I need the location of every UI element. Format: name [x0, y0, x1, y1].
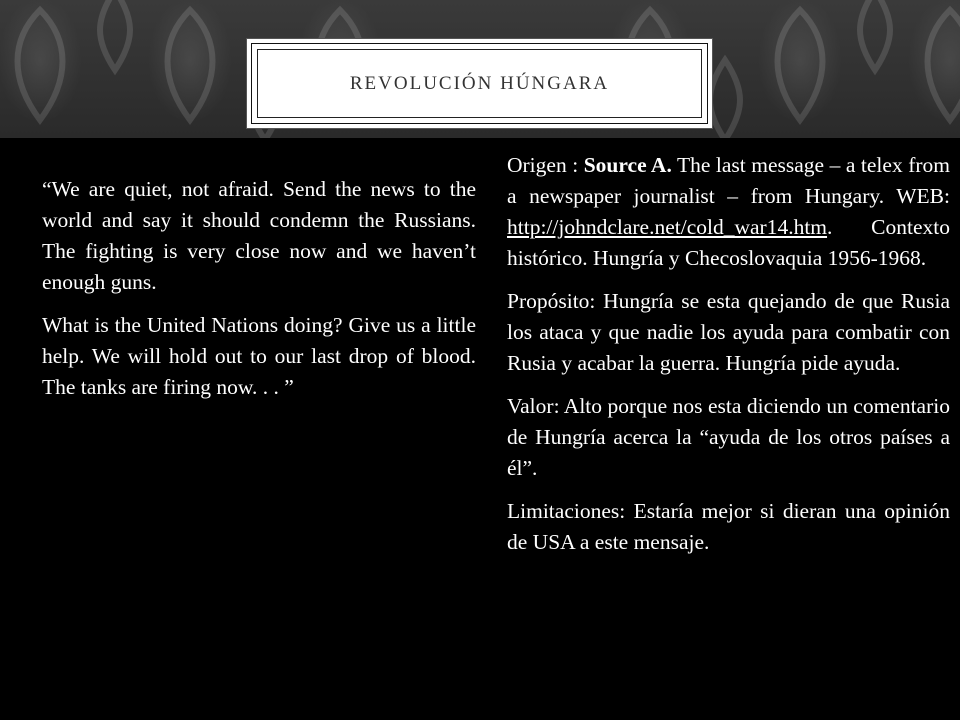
source-link[interactable]: http://johndclare.net/cold_war14.htm	[507, 215, 828, 239]
title-box	[251, 43, 708, 124]
origin-text: The last message – a telex from a newspaper journalist – from Hungary. WEB:	[507, 153, 950, 208]
purpose-paragraph: Propósito: Hungría se esta quejando de que Rusia los ataca y que nadie los ayuda para combatir con Rusia y acabar la guerra. Hungría pide ayuda.	[507, 289, 950, 375]
origin-label: Origen :	[507, 153, 584, 177]
origin-paragraph	[507, 150, 950, 274]
quote-paragraph-2: What is the United Nations doing? Give us a little help. We will hold out to our last drop of blood. The tanks are firing now. . . ”	[42, 313, 476, 399]
origin-source: Source A.	[583, 153, 672, 177]
header-banner	[0, 0, 960, 138]
page-title: REVOLUCIÓN HÚNGARA	[349, 72, 610, 94]
limitations-paragraph: Limitaciones: Estaría mejor si dieran una opinión de USA a este mensaje.	[507, 499, 950, 554]
value-paragraph: Valor: Alto porque nos esta diciendo un comentario de Hungría acerca la “ayuda de los otros países a él”.	[507, 394, 950, 480]
origin-context: . Contexto histórico. Hungría y Checoslovaquia 1956-1968.	[507, 215, 950, 270]
analysis-column	[507, 150, 950, 570]
quote-column	[42, 174, 476, 415]
quote-paragraph-1: “We are quiet, not afraid. Send the news to the world and say it should condemn the Russians. The fighting is very close now and we haven’t enough guns.	[42, 177, 476, 294]
